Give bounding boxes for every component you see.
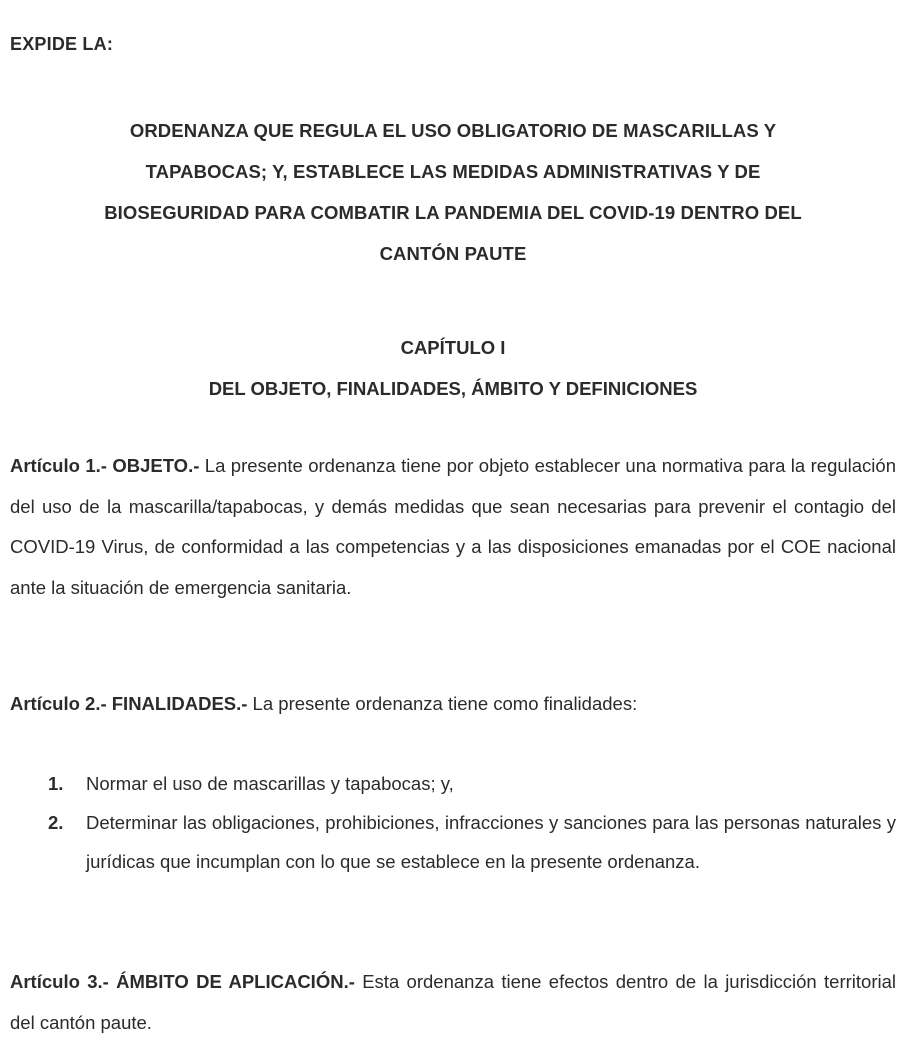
article-3	[10, 962, 896, 1043]
expide-heading: EXPIDE LA:	[10, 34, 114, 54]
article-2-text: La presente ordenanza tiene como finalidades:	[247, 693, 638, 714]
ordinance-title-line-3: BIOSEGURIDAD PARA COMBATIR LA PANDEMIA DEL COVID-19 DENTRO DEL	[104, 202, 802, 223]
list-item	[48, 764, 896, 803]
finalidades-list	[48, 764, 896, 881]
chapter-number: CAPÍTULO I	[400, 337, 506, 358]
ordinance-title-line-2: TAPABOCAS; Y, ESTABLECE LAS MEDIDAS ADMINISTRATIVAS Y DE	[145, 161, 761, 182]
article-2	[10, 684, 896, 725]
article-3-text: Esta ordenanza tiene efectos dentro de la jurisdicción territorial del cantón paute.	[10, 971, 896, 1033]
list-item-text: Determinar las obligaciones, prohibiciones, infracciones y sanciones para las personas naturales y jurídicas que incumplan con lo que se establece en la presente ordenanza.	[86, 812, 896, 872]
article-1-label: Artículo 1.- OBJETO.-	[10, 455, 200, 476]
article-1	[10, 446, 896, 608]
article-1-text: La presente ordenanza tiene por objeto establecer una normativa para la regulación del uso de la mascarilla/tapabocas, y demás medidas que sean necesarias para prevenir el contagio del COVID-19 Virus, de conformidad a las competencias y a las disposiciones emanadas por el COE nacional ante la situación de emergencia sanitaria.	[10, 455, 896, 598]
list-item-number: 1.	[48, 773, 64, 794]
ordinance-title-line-1: ORDENANZA QUE REGULA EL USO OBLIGATORIO DE MASCARILLAS Y	[129, 120, 777, 141]
article-3-label: Artículo 3.- ÁMBITO DE APLICACIÓN.-	[10, 971, 355, 992]
article-2-label: Artículo 2.- FINALIDADES.-	[10, 693, 248, 714]
list-item	[48, 803, 896, 881]
list-item-text: Normar el uso de mascarillas y tapabocas; y,	[86, 773, 454, 794]
ordinance-title-line-4: CANTÓN PAUTE	[379, 243, 527, 264]
chapter-title: DEL OBJETO, FINALIDADES, ÁMBITO Y DEFINICIONES	[208, 378, 698, 399]
list-item-number: 2.	[48, 812, 64, 833]
ordinance-title	[10, 110, 896, 274]
